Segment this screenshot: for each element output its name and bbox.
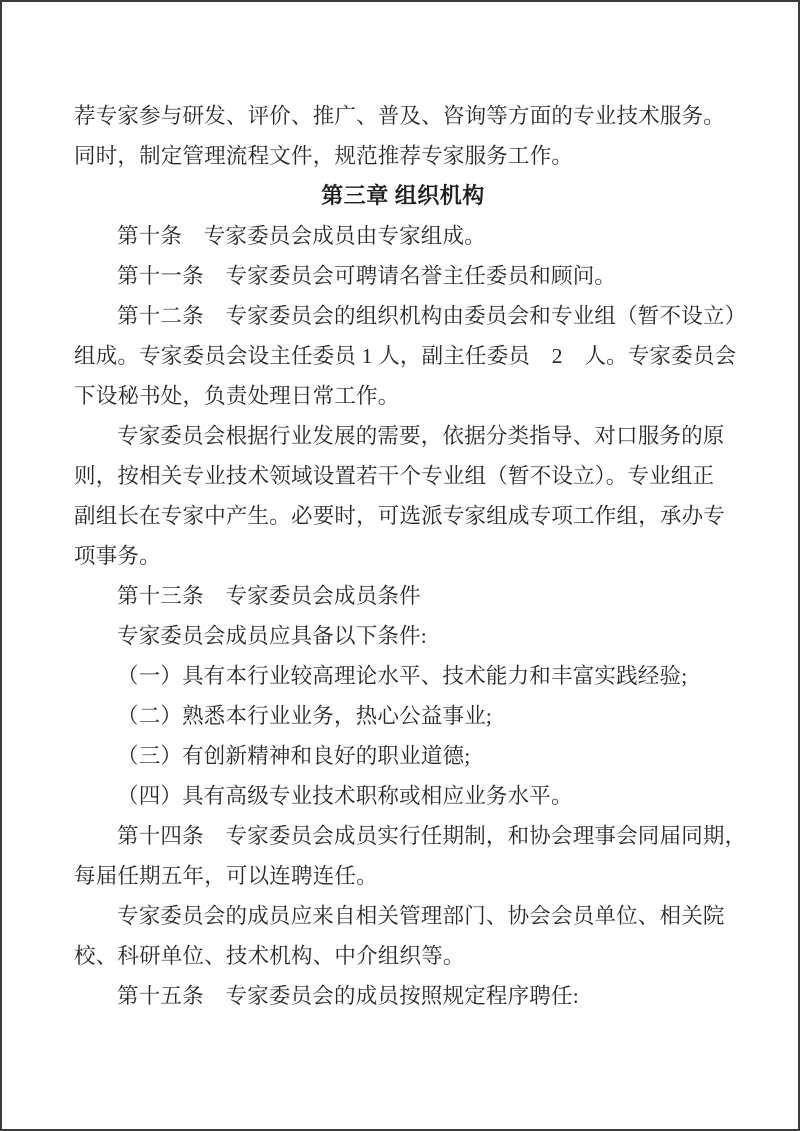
text-line: 下设秘书处，负责处理日常工作。: [74, 384, 400, 408]
document-text-block: [74, 96, 747, 1016]
text-line: 则，按相关专业技术领域设置若干个专业组（暂不设立）。专业组正: [74, 464, 715, 488]
text-line: 专家委员会的成员应来自相关管理部门、协会会员单位、相关院: [117, 904, 725, 928]
chapter-heading: 第三章 组织机构: [321, 183, 485, 208]
text-line: 项事务。: [74, 544, 161, 568]
text-line: 副组长在专家中产生。必要时，可选派专家组成专项工作组，承办专: [74, 504, 726, 528]
article-14-line: 第十四条 专家委员会成员实行任期制，和协会理事会同届同期，: [117, 824, 747, 848]
article-12-line: 第十二条 专家委员会的组织机构由委员会和专业组（暂不设立）: [117, 304, 747, 328]
article-10-line: 第十条 专家委员会成员由专家组成。: [117, 224, 486, 248]
text-line: 组成。专家委员会设主任委员 1 人，副主任委员 2 人。专家委员会: [74, 344, 737, 368]
text-line: 同时，制定管理流程文件，规范推荐专家服务工作。: [74, 144, 574, 168]
text-line: 专家委员会成员应具备以下条件:: [117, 624, 427, 648]
article-15-line: 第十五条 专家委员会的成员按照规定程序聘任:: [117, 984, 579, 1008]
condition-item-2: （二）熟悉本行业业务，热心公益事业;: [117, 704, 493, 728]
text-line: 荐专家参与研发、评价、推广、普及、咨询等方面的专业技术服务。: [74, 104, 726, 128]
text-line: 每届任期五年，可以连聘连任。: [74, 864, 378, 888]
condition-item-4: （四）具有高级专业技术职称或相应业务水平。: [117, 784, 573, 808]
article-13-line: 第十三条 专家委员会成员条件: [117, 584, 421, 608]
article-11-line: 第十一条 专家委员会可聘请名誉主任委员和顾问。: [117, 264, 617, 288]
condition-item-3: （三）有创新精神和良好的职业道德;: [117, 744, 471, 768]
text-line: 校、科研单位、技术机构、中介组织等。: [74, 944, 465, 968]
condition-item-1: （一）具有本行业较高理论水平、技术能力和丰富实践经验;: [117, 664, 688, 688]
text-line: 专家委员会根据行业发展的需要，依据分类指导、对口服务的原: [117, 424, 725, 448]
